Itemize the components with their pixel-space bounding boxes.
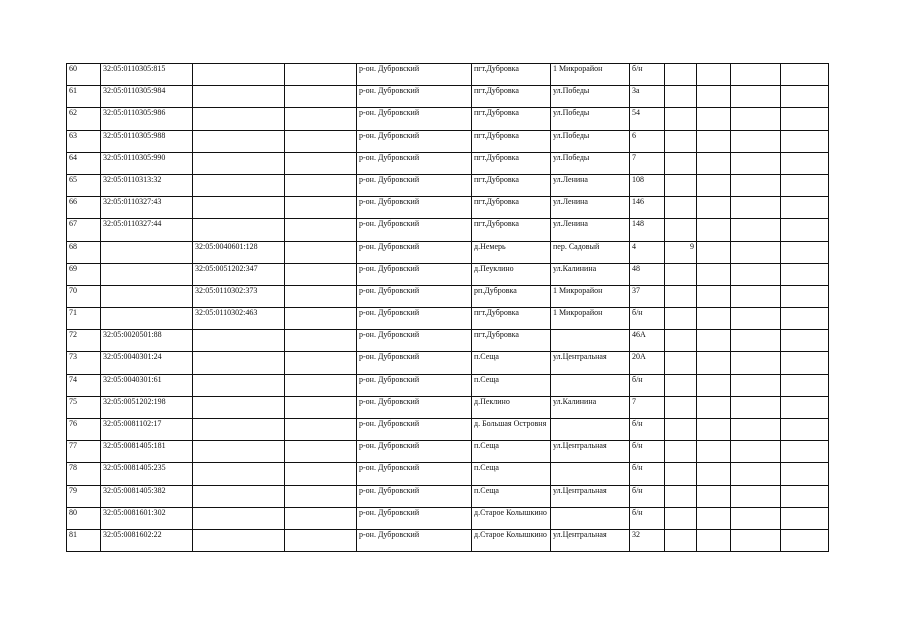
settlement-cell: пгт.Дубровка	[472, 197, 551, 219]
table-row	[67, 174, 829, 196]
district-cell: р-он. Дубровский	[357, 219, 472, 241]
cadastral-number-b-cell	[193, 485, 285, 507]
table-row	[67, 86, 829, 108]
district-cell: р-он. Дубровский	[357, 441, 472, 463]
row-number-cell: 68	[67, 241, 101, 263]
cadastral-number-a-cell: 32:05:0081602:22	[101, 529, 193, 551]
district-cell: р-он. Дубровский	[357, 529, 472, 551]
row-number-cell: 67	[67, 219, 101, 241]
cadastral-number-a-cell: 32:05:0110305:990	[101, 152, 193, 174]
extra-2-cell	[697, 197, 731, 219]
extra-4-cell	[781, 330, 829, 352]
settlement-cell: д.Старое Колышкино	[472, 529, 551, 551]
street-cell: 1 Микрорайон	[551, 308, 630, 330]
extra-4-cell	[781, 108, 829, 130]
cadastral-number-a-cell: 32:05:0081601:302	[101, 507, 193, 529]
house-cell: 4	[630, 241, 665, 263]
extra-4-cell	[781, 419, 829, 441]
extra-3-cell	[731, 529, 781, 551]
extra-1-cell	[665, 529, 697, 551]
row-number-cell: 70	[67, 285, 101, 307]
extra-2-cell	[697, 219, 731, 241]
extra-4-cell	[781, 352, 829, 374]
district-cell: р-он. Дубровский	[357, 241, 472, 263]
district-cell: р-он. Дубровский	[357, 374, 472, 396]
extra-1-cell	[665, 374, 697, 396]
house-cell: б/н	[630, 64, 665, 86]
extra-3-cell	[731, 241, 781, 263]
land-plots-table	[66, 63, 829, 552]
cadastral-number-a-cell: 32:05:0110313:32	[101, 174, 193, 196]
empty-col-cell	[285, 419, 357, 441]
row-number-cell: 66	[67, 197, 101, 219]
street-cell: ул.Калинина	[551, 396, 630, 418]
street-cell: ул.Победы	[551, 86, 630, 108]
street-cell	[551, 330, 630, 352]
cadastral-number-b-cell	[193, 108, 285, 130]
extra-2-cell	[697, 130, 731, 152]
extra-3-cell	[731, 507, 781, 529]
cadastral-number-a-cell: 32:05:0110305:815	[101, 64, 193, 86]
extra-1-cell	[665, 86, 697, 108]
extra-4-cell	[781, 529, 829, 551]
table-row	[67, 64, 829, 86]
table-row	[67, 308, 829, 330]
table-row	[67, 285, 829, 307]
extra-4-cell	[781, 174, 829, 196]
settlement-cell: пгт.Дубровка	[472, 308, 551, 330]
house-cell: б/н	[630, 507, 665, 529]
table-row	[67, 330, 829, 352]
extra-1-cell	[665, 396, 697, 418]
settlement-cell: пгт.Дубровка	[472, 130, 551, 152]
row-number-cell: 75	[67, 396, 101, 418]
extra-4-cell	[781, 241, 829, 263]
table-row	[67, 152, 829, 174]
cadastral-number-b-cell: 32:05:0040601:128	[193, 241, 285, 263]
house-cell: 46А	[630, 330, 665, 352]
row-number-cell: 79	[67, 485, 101, 507]
district-cell: р-он. Дубровский	[357, 263, 472, 285]
street-cell: ул.Ленина	[551, 197, 630, 219]
table-body	[67, 64, 829, 552]
extra-3-cell	[731, 108, 781, 130]
empty-col-cell	[285, 263, 357, 285]
empty-col-cell	[285, 463, 357, 485]
cadastral-number-b-cell	[193, 463, 285, 485]
extra-3-cell	[731, 219, 781, 241]
extra-1-cell	[665, 263, 697, 285]
settlement-cell: п.Сеща	[472, 374, 551, 396]
cadastral-number-a-cell: 32:05:0081405:181	[101, 441, 193, 463]
cadastral-number-a-cell: 32:05:0110305:986	[101, 108, 193, 130]
house-cell: 7	[630, 152, 665, 174]
cadastral-number-b-cell	[193, 529, 285, 551]
extra-2-cell	[697, 86, 731, 108]
cadastral-number-b-cell	[193, 374, 285, 396]
district-cell: р-он. Дубровский	[357, 152, 472, 174]
street-cell: пер. Садовый	[551, 241, 630, 263]
cadastral-number-b-cell: 32:05:0051202:347	[193, 263, 285, 285]
house-cell: 146	[630, 197, 665, 219]
table-row	[67, 419, 829, 441]
street-cell: ул.Ленина	[551, 174, 630, 196]
extra-2-cell	[697, 419, 731, 441]
district-cell: р-он. Дубровский	[357, 507, 472, 529]
district-cell: р-он. Дубровский	[357, 463, 472, 485]
house-cell: 3а	[630, 86, 665, 108]
settlement-cell: пгт.Дубровка	[472, 86, 551, 108]
extra-1-cell	[665, 352, 697, 374]
empty-col-cell	[285, 529, 357, 551]
district-cell: р-он. Дубровский	[357, 64, 472, 86]
cadastral-number-a-cell: 32:05:0051202:198	[101, 396, 193, 418]
extra-3-cell	[731, 374, 781, 396]
extra-2-cell	[697, 374, 731, 396]
row-number-cell: 76	[67, 419, 101, 441]
house-cell: 48	[630, 263, 665, 285]
extra-3-cell	[731, 152, 781, 174]
extra-2-cell	[697, 463, 731, 485]
cadastral-number-b-cell	[193, 330, 285, 352]
extra-2-cell	[697, 174, 731, 196]
extra-1-cell	[665, 152, 697, 174]
cadastral-number-b-cell	[193, 352, 285, 374]
table-row	[67, 352, 829, 374]
cadastral-number-b-cell	[193, 219, 285, 241]
district-cell: р-он. Дубровский	[357, 396, 472, 418]
extra-4-cell	[781, 285, 829, 307]
house-cell: 7	[630, 396, 665, 418]
street-cell: ул.Победы	[551, 152, 630, 174]
cadastral-number-b-cell	[193, 507, 285, 529]
row-number-cell: 74	[67, 374, 101, 396]
cadastral-number-b-cell	[193, 396, 285, 418]
settlement-cell: пгт.Дубровка	[472, 330, 551, 352]
empty-col-cell	[285, 197, 357, 219]
row-number-cell: 63	[67, 130, 101, 152]
district-cell: р-он. Дубровский	[357, 197, 472, 219]
settlement-cell: пгт.Дубровка	[472, 64, 551, 86]
empty-col-cell	[285, 396, 357, 418]
cadastral-number-b-cell	[193, 174, 285, 196]
cadastral-number-b-cell	[193, 419, 285, 441]
settlement-cell: п.Сеща	[472, 441, 551, 463]
extra-2-cell	[697, 285, 731, 307]
cadastral-number-a-cell: 32:05:0110305:988	[101, 130, 193, 152]
row-number-cell: 77	[67, 441, 101, 463]
street-cell	[551, 463, 630, 485]
cadastral-number-a-cell: 32:05:0020501:88	[101, 330, 193, 352]
cadastral-number-b-cell	[193, 86, 285, 108]
table-row	[67, 108, 829, 130]
extra-2-cell	[697, 485, 731, 507]
extra-1-cell	[665, 64, 697, 86]
empty-col-cell	[285, 441, 357, 463]
extra-1-cell	[665, 130, 697, 152]
cadastral-number-b-cell	[193, 130, 285, 152]
extra-4-cell	[781, 507, 829, 529]
street-cell: ул.Ленина	[551, 219, 630, 241]
table-row	[67, 197, 829, 219]
extra-3-cell	[731, 419, 781, 441]
empty-col-cell	[285, 330, 357, 352]
extra-3-cell	[731, 441, 781, 463]
extra-1-cell	[665, 441, 697, 463]
empty-col-cell	[285, 86, 357, 108]
table-row	[67, 507, 829, 529]
empty-col-cell	[285, 108, 357, 130]
row-number-cell: 81	[67, 529, 101, 551]
extra-2-cell	[697, 529, 731, 551]
empty-col-cell	[285, 352, 357, 374]
row-number-cell: 71	[67, 308, 101, 330]
cadastral-number-a-cell	[101, 263, 193, 285]
district-cell: р-он. Дубровский	[357, 285, 472, 307]
extra-3-cell	[731, 463, 781, 485]
extra-1-cell	[665, 485, 697, 507]
extra-3-cell	[731, 308, 781, 330]
extra-4-cell	[781, 374, 829, 396]
settlement-cell: п.Сеща	[472, 463, 551, 485]
house-cell: 32	[630, 529, 665, 551]
extra-3-cell	[731, 285, 781, 307]
extra-2-cell	[697, 352, 731, 374]
cadastral-number-a-cell	[101, 241, 193, 263]
table-row	[67, 130, 829, 152]
empty-col-cell	[285, 219, 357, 241]
extra-2-cell	[697, 308, 731, 330]
house-cell: 6	[630, 130, 665, 152]
cadastral-number-b-cell	[193, 197, 285, 219]
district-cell: р-он. Дубровский	[357, 352, 472, 374]
extra-1-cell	[665, 330, 697, 352]
extra-2-cell	[697, 152, 731, 174]
row-number-cell: 73	[67, 352, 101, 374]
table-row	[67, 241, 829, 263]
settlement-cell: п.Сеща	[472, 485, 551, 507]
extra-2-cell	[697, 330, 731, 352]
settlement-cell: д. Большая Островня	[472, 419, 551, 441]
extra-4-cell	[781, 308, 829, 330]
empty-col-cell	[285, 64, 357, 86]
house-cell: б/н	[630, 308, 665, 330]
extra-4-cell	[781, 463, 829, 485]
extra-1-cell	[665, 463, 697, 485]
row-number-cell: 62	[67, 108, 101, 130]
extra-1-cell	[665, 174, 697, 196]
settlement-cell: д.Пеуклино	[472, 263, 551, 285]
street-cell: ул.Победы	[551, 130, 630, 152]
district-cell: р-он. Дубровский	[357, 485, 472, 507]
settlement-cell: д.Немерь	[472, 241, 551, 263]
district-cell: р-он. Дубровский	[357, 330, 472, 352]
district-cell: р-он. Дубровский	[357, 86, 472, 108]
cadastral-number-a-cell: 32:05:0040301:24	[101, 352, 193, 374]
extra-4-cell	[781, 441, 829, 463]
house-cell: 148	[630, 219, 665, 241]
empty-col-cell	[285, 152, 357, 174]
cadastral-number-a-cell: 32:05:0081405:382	[101, 485, 193, 507]
cadastral-number-a-cell: 32:05:0040301:61	[101, 374, 193, 396]
settlement-cell: пгт.Дубровка	[472, 152, 551, 174]
extra-1-cell	[665, 507, 697, 529]
extra-3-cell	[731, 86, 781, 108]
row-number-cell: 72	[67, 330, 101, 352]
extra-3-cell	[731, 130, 781, 152]
house-cell: б/н	[630, 374, 665, 396]
house-cell: б/н	[630, 485, 665, 507]
empty-col-cell	[285, 241, 357, 263]
street-cell: 1 Микрорайон	[551, 64, 630, 86]
district-cell: р-он. Дубровский	[357, 308, 472, 330]
street-cell	[551, 419, 630, 441]
settlement-cell: пгт.Дубровка	[472, 174, 551, 196]
empty-col-cell	[285, 374, 357, 396]
empty-col-cell	[285, 130, 357, 152]
cadastral-number-a-cell: 32:05:0110327:44	[101, 219, 193, 241]
house-cell: б/н	[630, 463, 665, 485]
street-cell: ул.Победы	[551, 108, 630, 130]
extra-1-cell: 9	[665, 241, 697, 263]
extra-3-cell	[731, 197, 781, 219]
street-cell	[551, 374, 630, 396]
street-cell: ул.Центральная	[551, 441, 630, 463]
district-cell: р-он. Дубровский	[357, 130, 472, 152]
cadastral-number-b-cell	[193, 441, 285, 463]
cadastral-number-b-cell: 32:05:0110302:373	[193, 285, 285, 307]
extra-4-cell	[781, 396, 829, 418]
extra-4-cell	[781, 485, 829, 507]
house-cell: 108	[630, 174, 665, 196]
extra-1-cell	[665, 219, 697, 241]
table-row	[67, 374, 829, 396]
extra-1-cell	[665, 108, 697, 130]
extra-3-cell	[731, 352, 781, 374]
settlement-cell: п.Сеща	[472, 352, 551, 374]
settlement-cell: д.Пеклино	[472, 396, 551, 418]
row-number-cell: 61	[67, 86, 101, 108]
extra-4-cell	[781, 197, 829, 219]
house-cell: 54	[630, 108, 665, 130]
cadastral-number-a-cell: 32:05:0110327:43	[101, 197, 193, 219]
settlement-cell: пгт.Дубровка	[472, 108, 551, 130]
district-cell: р-он. Дубровский	[357, 419, 472, 441]
row-number-cell: 65	[67, 174, 101, 196]
cadastral-number-a-cell	[101, 308, 193, 330]
table-row	[67, 529, 829, 551]
street-cell: ул.Центральная	[551, 529, 630, 551]
empty-col-cell	[285, 285, 357, 307]
row-number-cell: 64	[67, 152, 101, 174]
settlement-cell: рп.Дубровка	[472, 285, 551, 307]
settlement-cell: пгт.Дубровка	[472, 219, 551, 241]
extra-3-cell	[731, 485, 781, 507]
cadastral-number-a-cell: 32:05:0081405:235	[101, 463, 193, 485]
extra-3-cell	[731, 330, 781, 352]
settlement-cell: д.Старое Колышкино	[472, 507, 551, 529]
extra-1-cell	[665, 419, 697, 441]
extra-2-cell	[697, 108, 731, 130]
extra-3-cell	[731, 263, 781, 285]
table-row	[67, 441, 829, 463]
extra-3-cell	[731, 174, 781, 196]
district-cell: р-он. Дубровский	[357, 108, 472, 130]
table-row	[67, 485, 829, 507]
extra-4-cell	[781, 86, 829, 108]
row-number-cell: 60	[67, 64, 101, 86]
extra-2-cell	[697, 241, 731, 263]
cadastral-number-a-cell: 32:05:0081102:17	[101, 419, 193, 441]
table-row	[67, 396, 829, 418]
empty-col-cell	[285, 507, 357, 529]
street-cell: ул.Калинина	[551, 263, 630, 285]
house-cell: 20А	[630, 352, 665, 374]
cadastral-number-b-cell: 32:05:0110302:463	[193, 308, 285, 330]
row-number-cell: 80	[67, 507, 101, 529]
cadastral-number-b-cell	[193, 64, 285, 86]
extra-2-cell	[697, 507, 731, 529]
extra-4-cell	[781, 219, 829, 241]
street-cell: ул.Центральная	[551, 485, 630, 507]
extra-2-cell	[697, 64, 731, 86]
empty-col-cell	[285, 485, 357, 507]
empty-col-cell	[285, 174, 357, 196]
extra-4-cell	[781, 152, 829, 174]
street-cell	[551, 507, 630, 529]
table-row	[67, 463, 829, 485]
street-cell: ул.Центральная	[551, 352, 630, 374]
cadastral-number-b-cell	[193, 152, 285, 174]
row-number-cell: 69	[67, 263, 101, 285]
extra-2-cell	[697, 263, 731, 285]
extra-4-cell	[781, 64, 829, 86]
table-row	[67, 263, 829, 285]
extra-3-cell	[731, 396, 781, 418]
house-cell: б/н	[630, 441, 665, 463]
extra-1-cell	[665, 285, 697, 307]
row-number-cell: 78	[67, 463, 101, 485]
extra-3-cell	[731, 64, 781, 86]
extra-4-cell	[781, 130, 829, 152]
extra-4-cell	[781, 263, 829, 285]
cadastral-number-a-cell: 32:05:0110305:984	[101, 86, 193, 108]
extra-2-cell	[697, 396, 731, 418]
house-cell: б/н	[630, 419, 665, 441]
extra-2-cell	[697, 441, 731, 463]
empty-col-cell	[285, 308, 357, 330]
street-cell: 1 Микрорайон	[551, 285, 630, 307]
house-cell: 37	[630, 285, 665, 307]
cadastral-number-a-cell	[101, 285, 193, 307]
extra-1-cell	[665, 197, 697, 219]
district-cell: р-он. Дубровский	[357, 174, 472, 196]
table-row	[67, 219, 829, 241]
extra-1-cell	[665, 308, 697, 330]
